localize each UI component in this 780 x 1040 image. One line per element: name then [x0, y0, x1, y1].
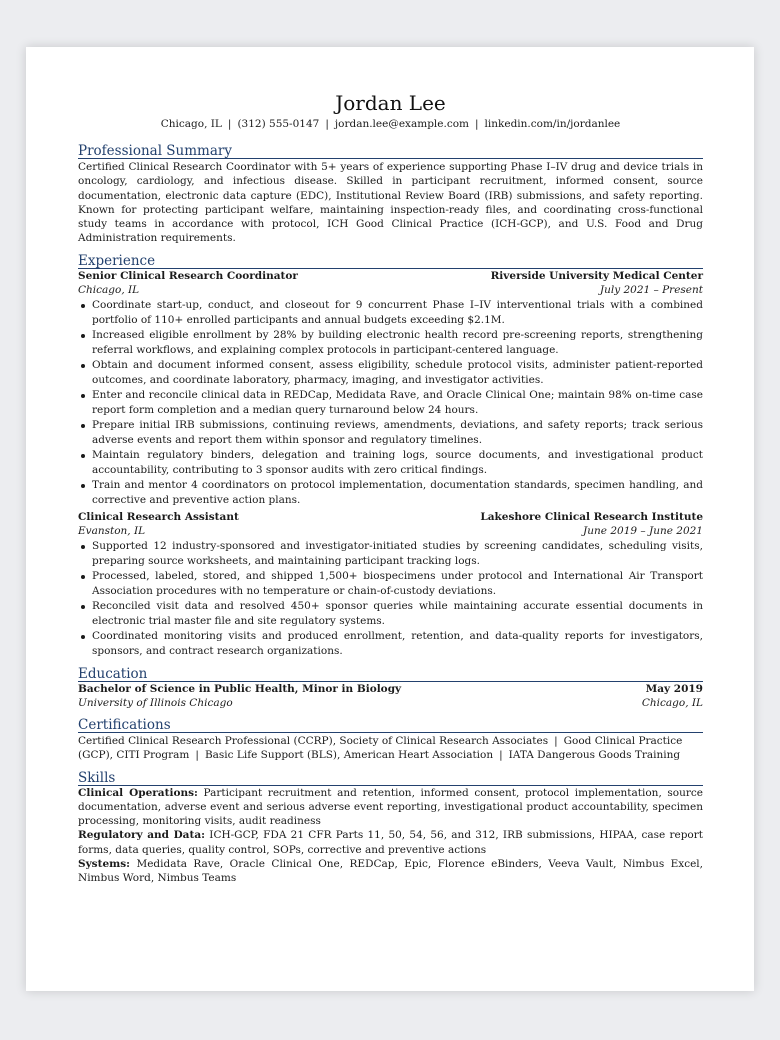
bullet-icon — [81, 394, 85, 398]
bullet-icon — [81, 635, 85, 639]
skill-label: Regulatory and Data: — [78, 829, 206, 842]
job-entry — [78, 269, 703, 508]
job-dates: June 2019 – June 2021 — [583, 524, 703, 537]
contact-phone: (312) 555-0147 — [237, 118, 320, 130]
skill-group — [78, 786, 703, 829]
certification-item: Good Clinical Practice (GCP), CITI Program — [78, 734, 683, 762]
bullet-icon — [81, 364, 85, 368]
skills-heading: Skills — [78, 771, 703, 786]
certifications-section — [78, 718, 703, 763]
education-heading: Education — [78, 667, 703, 682]
summary-heading: Professional Summary — [78, 144, 703, 159]
contact-email[interactable]: jordan.lee@example.com — [334, 118, 469, 130]
bullet-item — [78, 629, 703, 659]
bullet-text: Obtain and document informed consent, assess eligibility, schedule protocol visits, administer patient-reported outcomes, and coordinate laboratory, pharmacy, imaging, and investigator activities. — [92, 358, 703, 386]
skill-text: ICH-GCP, FDA 21 CFR Parts 11, 50, 54, 56, and 312, IRB submissions, HIPAA, case report forms, data queries, quality control, SOPs, corrective and preventive actions — [78, 829, 703, 856]
job-header — [78, 269, 703, 283]
job-org: Riverside University Medical Center — [490, 269, 703, 282]
job-location: Chicago, IL — [78, 283, 140, 296]
bullet-text: Maintain regulatory binders, delegation and training logs, source documents, and investigational product accountability, contributing to 3 sponsor audits with zero critical findings. — [92, 448, 703, 476]
bullet-icon — [81, 454, 85, 458]
separator: | — [325, 118, 329, 130]
bullet-text: Processed, labeled, stored, and shipped 1,500+ biospecimens under protocol and International Air Transport Association procedures with no temperature or chain-of-custody deviations. — [92, 569, 703, 597]
bullet-text: Supported 12 industry-sponsored and investigator-initiated studies by screening candidates, scheduling visits, preparing source worksheets, and maintaining participant tracking logs. — [92, 539, 703, 567]
bullet-item — [78, 599, 703, 629]
separator: | — [499, 749, 503, 762]
bullet-icon — [81, 334, 85, 338]
skill-label: Clinical Operations: — [78, 786, 198, 799]
education-header — [78, 682, 703, 696]
job-role: Senior Clinical Research Coordinator — [78, 269, 298, 282]
bullet-item — [78, 358, 703, 388]
certification-item: Basic Life Support (BLS), American Heart Association — [204, 749, 494, 762]
bullet-item — [78, 539, 703, 569]
graduation-date: May 2019 — [645, 682, 703, 695]
bullet-item — [78, 478, 703, 508]
job-bullets — [78, 539, 703, 659]
job-org: Lakeshore Clinical Research Institute — [480, 510, 703, 523]
certification-item: Certified Clinical Research Professional (CCRP), Society of Clinical Research Associates — [78, 734, 549, 747]
bullet-text: Reconciled visit data and resolved 450+ sponsor queries while maintaining accurate essential documents in electronic trial master file and site regulatory systems. — [92, 599, 703, 627]
summary-section — [78, 144, 703, 246]
candidate-name: Jordan Lee — [335, 91, 446, 115]
bullet-text: Prepare initial IRB submissions, continuing reviews, amendments, deviations, and safety reports; track serious adverse events and report them within sponsor and regulatory timelines. — [92, 418, 703, 446]
bullet-icon — [81, 424, 85, 428]
skill-text: Medidata Rave, Oracle Clinical One, REDCap, Epic, Florence eBinders, Veeva Vault, Nimbus Excel, Nimbus Word, Nimbus Teams — [78, 857, 704, 884]
bullet-text: Enter and reconcile clinical data in REDCap, Medidata Rave, and Oracle Clinical One; maintain 98% on-time case report form completion and a median query turnaround below 24 hours. — [92, 388, 703, 416]
contact-linkedin[interactable]: linkedin.com/in/jordanlee — [484, 118, 621, 130]
bullet-item — [78, 418, 703, 448]
bullet-icon — [81, 545, 85, 549]
contact-line — [78, 117, 703, 131]
job-subheader — [78, 524, 703, 538]
bullet-icon — [81, 304, 85, 308]
job-dates: July 2021 – Present — [599, 283, 703, 296]
education-section — [78, 667, 703, 710]
job-header — [78, 510, 703, 524]
contact-location: Chicago, IL — [160, 118, 222, 130]
bullet-item — [78, 569, 703, 599]
bullet-item — [78, 328, 703, 358]
skill-label: Systems: — [78, 857, 131, 870]
certification-item: IATA Dangerous Goods Training — [508, 749, 681, 762]
bullet-icon — [81, 484, 85, 488]
job-bullets — [78, 298, 703, 508]
separator: | — [474, 118, 479, 130]
bullet-icon — [81, 575, 85, 579]
job-location: Evanston, IL — [78, 524, 146, 537]
bullet-text: Coordinate start-up, conduct, and closeout for 9 concurrent Phase I–IV interventional trials with a combined portfolio of 110+ enrolled participants and annual budgets exceeding $2.1M. — [92, 298, 703, 326]
separator: | — [195, 749, 199, 762]
school-location: Chicago, IL — [641, 696, 703, 709]
bullet-icon — [81, 605, 85, 609]
summary-text: Certified Clinical Research Coordinator with 5+ years of experience supporting Phase I–IV drug and device trials in oncology, cardiology, and infectious disease. Skilled in participant recruitment, informed consent, source documentation, electronic data capture (EDC), Institutional Review Board (IRB) submissions, and safety reporting. Known for protecting participant welfare, maintaining inspection-ready files, and coordinating cross-functional study teams in accordance with protocol, ICH Good Clinical Practice (ICH-GCP), and U.S. Food and Drug Administration requirements. — [78, 161, 703, 245]
school: University of Illinois Chicago — [78, 696, 233, 709]
skill-group — [78, 828, 703, 856]
certifications-heading: Certifications — [78, 718, 703, 733]
skill-text: Participant recruitment and retention, informed consent, protocol implementation, source documentation, adverse event and serious adverse event reporting, investigational product accountability, specimen processing, monitoring visits, audit readiness — [78, 786, 704, 828]
bullet-item — [78, 448, 703, 478]
skills-section — [78, 771, 703, 885]
job-subheader — [78, 283, 703, 297]
separator: | — [554, 734, 558, 747]
bullet-item — [78, 388, 703, 418]
bullet-text: Coordinated monitoring visits and produced enrollment, retention, and data-quality reports for investigators, sponsors, and contract research organizations. — [92, 629, 703, 657]
resume-page — [26, 47, 754, 991]
degree: Bachelor of Science in Public Health, Minor in Biology — [78, 682, 402, 695]
job-entry — [78, 510, 703, 659]
experience-section — [78, 254, 703, 659]
separator: | — [227, 118, 232, 130]
bullet-text: Train and mentor 4 coordinators on protocol implementation, documentation standards, specimen handling, and corrective and preventive action plans. — [92, 478, 703, 506]
certifications-list — [78, 734, 703, 763]
job-role: Clinical Research Assistant — [78, 510, 239, 523]
skill-group — [78, 857, 703, 885]
bullet-text: Increased eligible enrollment by 28% by building electronic health record pre-screening reports, strengthening referral workflows, and explaining complex protocols in participant-centered language. — [92, 328, 703, 356]
experience-heading: Experience — [78, 254, 703, 269]
education-subheader — [78, 696, 703, 710]
bullet-item — [78, 298, 703, 328]
